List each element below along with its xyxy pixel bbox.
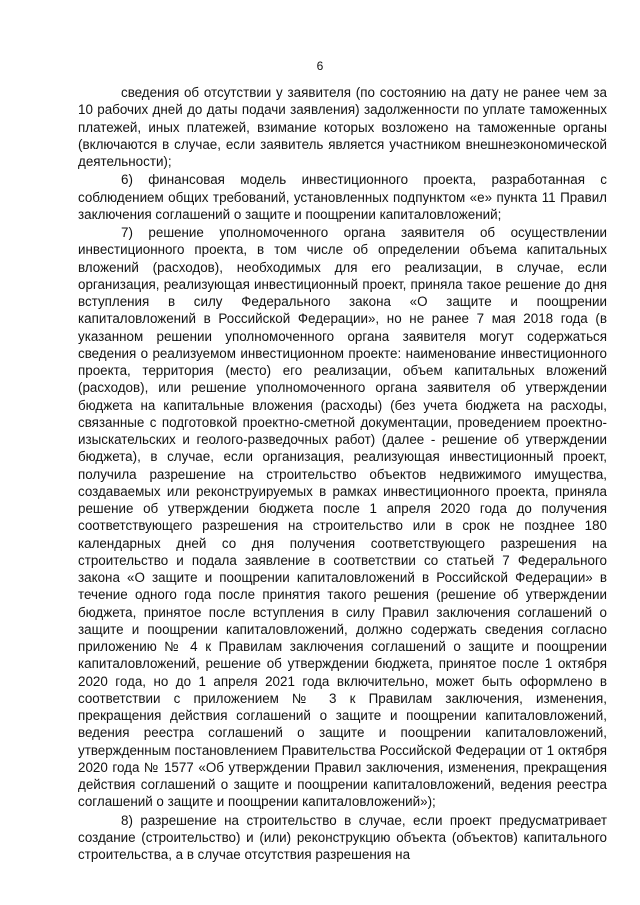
paragraph-item-6-financial-model: 6) финансовая модель инвестиционного проекта, разработанная с соблюдением общих требований, установленных подпунктом «е» пункта 11 Правил заключения соглашений о защите и поощрении капиталовложений; — [78, 172, 607, 222]
paragraph-customs-debt-info: сведения об отсутствии у заявителя (по состоянию на дату не ранее чем за 10 рабочих дней до даты подачи заявления) задолженности по уплате таможенных платежей, иных платежей, взимание которых возложено на таможенные органы (включаются в случае, если заявитель является участником внешнеэкономической деятельности); — [78, 85, 607, 169]
document-body — [78, 84, 607, 864]
page-number: 6 — [316, 59, 324, 73]
paragraph-item-8-construction-permit: 8) разрешение на строительство в случае, если проект предусматривает создание (строительство) и (или) реконструкцию объекта (объектов) капитального строительства, а в случае отсутствия разрешения на — [78, 812, 607, 862]
paragraph-item-7-investment-decision: 7) решение уполномоченного органа заявителя об осуществлении инвестиционного проекта, в том числе об определении объема капитальных вложений (расходов), необходимых для его реализации, в случае, если организация, реализующая инвестиционный проект, приняла такое решение до дня вступления в силу Федерального закона «О защите и поощрении капиталовложений в Российской Федерации», но не ранее 7 мая 2018 года (в указанном решении уполномоченного органа заявителя могут содержаться сведения о реализуемом инвестиционном проекте: наименование инвестиционного проекта, территория (место) его реализации, объем капитальных вложений (расходов), или решение уполномоченного органа заявителя об утверждении бюджета на капитальные вложения (расходы) (без учета бюджета на расходы, связанные с подготовкой проектно-сметной документации, проведением проектно-изыскательских и геолого-разведочных работ) (далее - решение об утверждении бюджета), в случае, если организация, реализующая инвестиционный проект, получила разрешение на строительство объектов недвижимого имущества, создаваемых или реконструируемых в рамках инвестиционного проекта, приняла решение об утверждении бюджета после 1 апреля 2020 года до получения соответствующего разрешения на строительство или в срок не позднее 180 календарных дней со дня получения соответствующего разрешения на строительство и подала заявление в соответствии со статьей 7 Федерального закона «О защите и поощрении капиталовложений в Российской Федерации» в течение одного года после принятия такого решения (решение об утверждении бюджета, принятое после вступления в силу Правил заключения соглашений о защите и поощрении капиталовложений, должно содержать сведения согласно приложению № 4 к Правилам заключения соглашений о защите и поощрении капиталовложений, решение об утверждении бюджета, принятое после 1 октября 2020 года, но до 1 апреля 2021 года включительно, может быть оформлено в соответствии с приложением № 3 к Правилам заключения, изменения, прекращения действия соглашений о защите и поощрении капиталовложений, ведения реестра соглашений о защите и поощрении капиталовложений, утвержденным постановлением Правительства Российской Федерации от 1 октября 2020 года № 1577 «Об утверждении Правил заключения, изменения, прекращения действия соглашений о защите и поощрении капиталовложений, ведения реестра соглашений о защите и поощрении капиталовложений»); — [78, 225, 607, 810]
